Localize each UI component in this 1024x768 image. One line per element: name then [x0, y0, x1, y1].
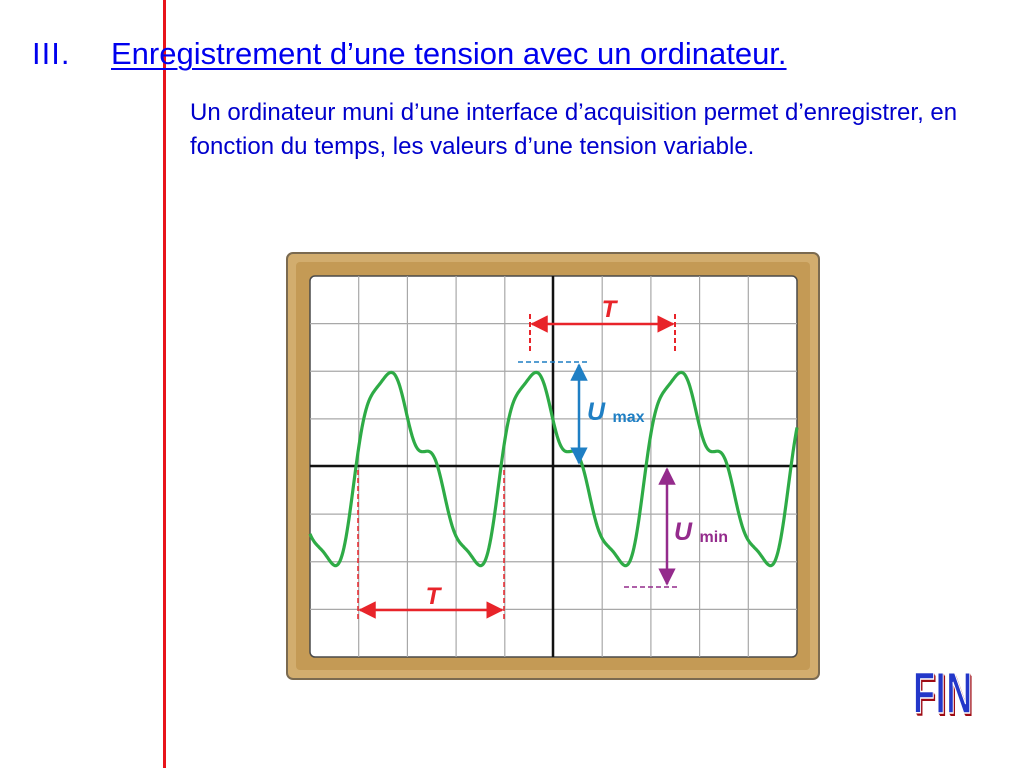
fin-logo[interactable]: FIN: [913, 661, 973, 726]
period-top-label: T: [601, 296, 617, 323]
section-title: Enregistrement d’une tension avec un ordinateur.: [111, 36, 787, 71]
umax-symbol: U: [587, 398, 606, 426]
margin-line: [163, 0, 166, 768]
section-number: III.: [32, 36, 71, 71]
umin-symbol: U: [674, 518, 693, 546]
umin-subscript: min: [699, 529, 728, 546]
body-paragraph: Un ordinateur muni d’une interface d’acquisition permet d’enregistrer, en fonction du temps, les valeurs d’une tension variable.: [190, 99, 958, 160]
period-bottom-label: T: [425, 583, 441, 610]
oscilloscope-screen: [286, 252, 820, 680]
umax-subscript: max: [612, 409, 645, 426]
